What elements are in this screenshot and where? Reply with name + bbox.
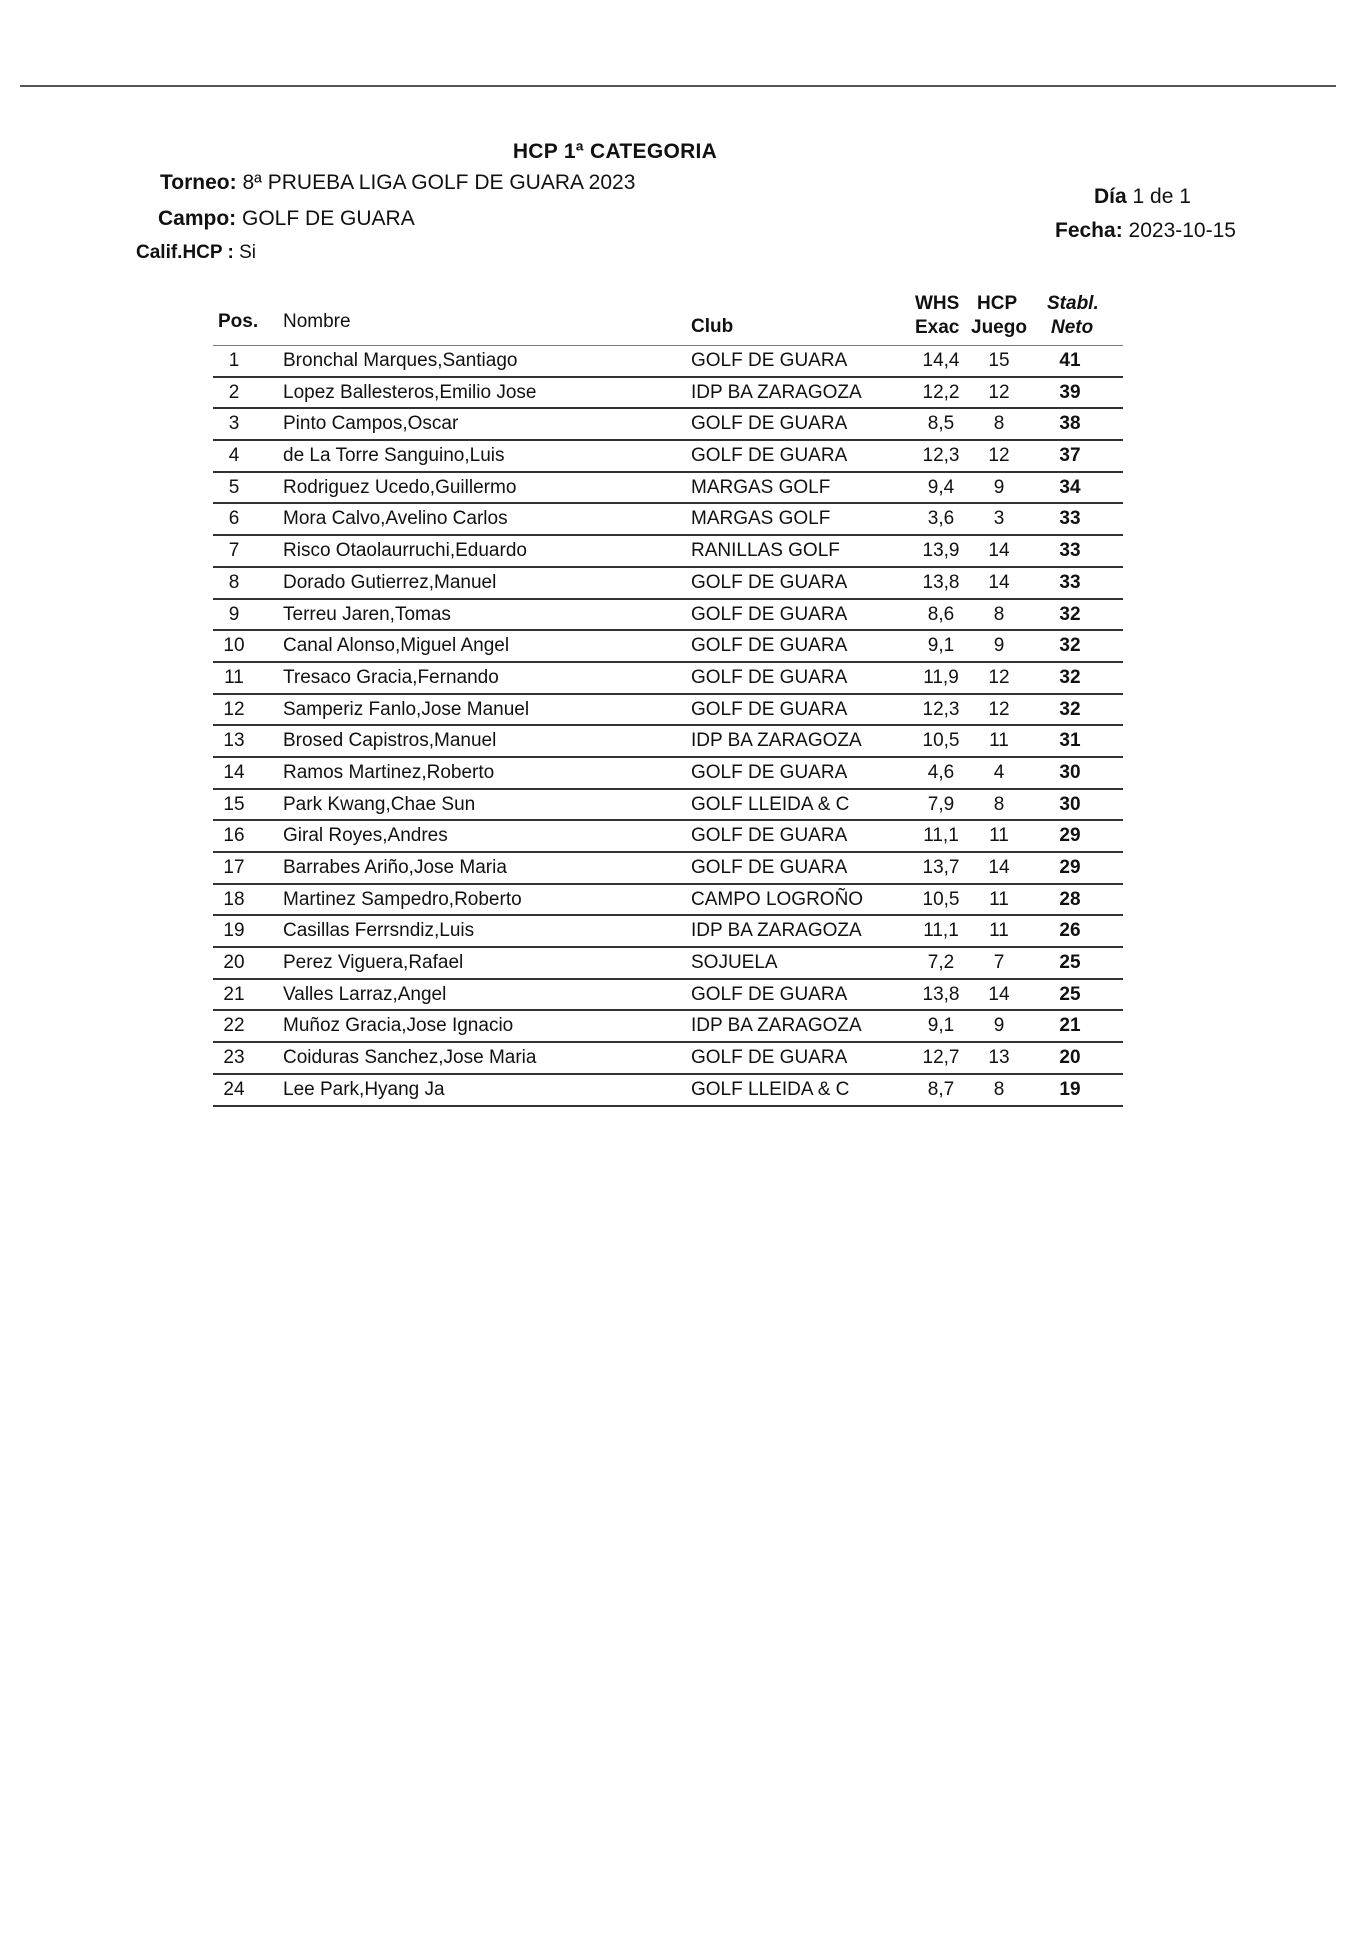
- table-row: [213, 441, 1123, 473]
- table-row: [213, 663, 1123, 695]
- stableford-neto-cell: 33: [1059, 540, 1081, 562]
- top-divider: [20, 85, 1336, 87]
- position-cell: 14: [223, 761, 245, 783]
- stableford-neto-cell: 30: [1059, 761, 1081, 783]
- whs-exac-cell: 8,5: [927, 413, 955, 435]
- stableford-neto-cell: 39: [1059, 381, 1081, 403]
- stableford-neto-cell: 34: [1059, 476, 1081, 498]
- hcp-juego-cell: 13: [988, 1047, 1010, 1069]
- club-cell: GOLF DE GUARA: [691, 983, 848, 1005]
- table-row: [213, 1011, 1123, 1043]
- player-name-cell: Mora Calvo,Avelino Carlos: [283, 508, 508, 530]
- player-name-cell: Samperiz Fanlo,Jose Manuel: [283, 698, 530, 720]
- stableford-neto-cell: 32: [1059, 603, 1081, 625]
- table-row: [213, 409, 1123, 441]
- whs-exac-cell: 7,2: [927, 952, 955, 974]
- position-cell: 20: [223, 952, 245, 974]
- player-name-cell: Muñoz Gracia,Jose Ignacio: [283, 1015, 514, 1037]
- hcp-juego-cell: 14: [988, 571, 1010, 593]
- stableford-neto-cell: 29: [1059, 825, 1081, 847]
- whs-exac-cell: 12,3: [922, 445, 960, 467]
- torneo-value: 8ª PRUEBA LIGA GOLF DE GUARA 2023: [242, 171, 636, 194]
- player-name-cell: Barrabes Ariño,Jose Maria: [283, 857, 507, 878]
- hcp-juego-cell: 11: [989, 730, 1009, 752]
- stableford-neto-cell: 37: [1059, 445, 1081, 467]
- hcp-juego-cell: 9: [993, 476, 1005, 498]
- hcp-juego-cell: 12: [988, 666, 1010, 688]
- table-row: [213, 631, 1123, 663]
- stableford-neto-cell: 25: [1059, 952, 1081, 974]
- position-cell: 11: [224, 666, 244, 688]
- whs-exac-cell: 10,5: [922, 730, 960, 752]
- club-cell: RANILLAS GOLF: [691, 540, 840, 562]
- player-name-cell: Lee Park,Hyang Ja: [283, 1078, 445, 1100]
- stableford-neto-cell: 32: [1059, 635, 1081, 657]
- whs-exac-cell: 13,8: [922, 983, 960, 1005]
- whs-exac-cell: 13,9: [922, 540, 960, 562]
- hcp-juego-cell: 9: [993, 1015, 1005, 1037]
- player-name-cell: Valles Larraz,Angel: [283, 983, 447, 1005]
- hcp-juego-cell: 8: [993, 603, 1005, 625]
- whs-exac-cell: 14,4: [922, 350, 960, 371]
- table-row: [213, 346, 1123, 378]
- player-name-cell: Risco Otaolaurruchi,Eduardo: [283, 540, 527, 562]
- position-cell: 6: [228, 508, 240, 530]
- hcp-juego-cell: 11: [989, 888, 1009, 910]
- player-name-cell: Tresaco Gracia,Fernando: [283, 666, 499, 688]
- hcp-juego-cell: 15: [988, 350, 1010, 371]
- col-name-header: Nombre: [283, 311, 351, 332]
- player-name-cell: Terreu Jaren,Tomas: [283, 603, 451, 625]
- col-pos-header: Pos.: [218, 311, 259, 332]
- col-stabl-header-top: Stabl.: [1047, 293, 1099, 314]
- position-cell: 17: [223, 857, 245, 878]
- club-cell: GOLF DE GUARA: [691, 571, 848, 593]
- hcp-juego-cell: 11: [989, 920, 1009, 942]
- player-name-cell: Martinez Sampedro,Roberto: [283, 888, 522, 910]
- club-cell: GOLF LLEIDA & C: [691, 1078, 850, 1100]
- club-cell: GOLF DE GUARA: [691, 603, 848, 625]
- player-name-cell: Brosed Capistros,Manuel: [283, 730, 497, 752]
- stableford-neto-cell: 33: [1059, 571, 1081, 593]
- table-row: [213, 1043, 1123, 1075]
- table-row: [213, 1075, 1123, 1107]
- player-name-cell: Bronchal Marques,Santiago: [283, 350, 518, 371]
- table-row: [213, 473, 1123, 505]
- col-hcp-header-bottom: Juego: [971, 317, 1027, 338]
- club-cell: GOLF DE GUARA: [691, 857, 848, 878]
- position-cell: 10: [223, 635, 245, 657]
- player-name-cell: Rodriguez Ucedo,Guillermo: [283, 476, 517, 498]
- table-row: [213, 790, 1123, 822]
- table-row: [213, 916, 1123, 948]
- dia-line: [1094, 185, 1191, 209]
- calif-value: Si: [239, 242, 257, 263]
- table-row: [213, 758, 1123, 790]
- whs-exac-cell: 8,6: [927, 603, 955, 625]
- position-cell: 8: [228, 571, 240, 593]
- position-cell: 12: [223, 698, 245, 720]
- stableford-neto-cell: 29: [1059, 857, 1081, 878]
- hcp-juego-cell: 12: [988, 381, 1010, 403]
- position-cell: 7: [228, 540, 240, 562]
- table-row: [213, 695, 1123, 727]
- player-name-cell: Ramos Martinez,Roberto: [283, 761, 495, 783]
- player-name-cell: Casillas Ferrsndiz,Luis: [283, 920, 475, 942]
- table-row: [213, 568, 1123, 600]
- club-cell: GOLF DE GUARA: [691, 635, 848, 657]
- position-cell: 13: [223, 730, 245, 752]
- club-cell: GOLF DE GUARA: [691, 445, 848, 467]
- table-row: [213, 853, 1123, 885]
- col-whs-header-bottom: Exac: [915, 317, 960, 338]
- whs-exac-cell: 13,8: [922, 571, 960, 593]
- hcp-juego-cell: 9: [993, 635, 1005, 657]
- stableford-neto-cell: 38: [1059, 413, 1081, 435]
- club-cell: GOLF DE GUARA: [691, 1047, 848, 1069]
- table-row: [213, 726, 1123, 758]
- player-name-cell: Lopez Ballesteros,Emilio Jose: [283, 381, 537, 403]
- table-row: [213, 948, 1123, 980]
- table-header: [213, 289, 1123, 346]
- position-cell: 24: [223, 1078, 245, 1100]
- position-cell: 22: [223, 1015, 245, 1037]
- club-cell: GOLF DE GUARA: [691, 761, 848, 783]
- fecha-line: [1055, 219, 1236, 243]
- whs-exac-cell: 10,5: [922, 888, 960, 910]
- whs-exac-cell: 11,9: [923, 666, 959, 688]
- player-name-cell: Perez Viguera,Rafael: [283, 952, 464, 974]
- whs-exac-cell: 12,3: [922, 698, 960, 720]
- torneo-line: [160, 171, 635, 195]
- table-row: [213, 378, 1123, 410]
- stableford-neto-cell: 28: [1059, 888, 1081, 910]
- whs-exac-cell: 3,6: [927, 508, 955, 530]
- col-hcp-header-top: HCP: [977, 293, 1018, 314]
- whs-exac-cell: 4,6: [927, 761, 955, 783]
- campo-value: GOLF DE GUARA: [242, 207, 415, 230]
- club-cell: MARGAS GOLF: [691, 508, 831, 530]
- whs-exac-cell: 7,9: [927, 793, 955, 815]
- club-cell: MARGAS GOLF: [691, 476, 831, 498]
- stableford-neto-cell: 31: [1059, 730, 1081, 752]
- club-cell: IDP BA ZARAGOZA: [691, 381, 862, 403]
- whs-exac-cell: 13,7: [922, 857, 960, 878]
- col-stabl-header-bottom: Neto: [1051, 317, 1094, 338]
- whs-exac-cell: 9,4: [927, 476, 955, 498]
- campo-label: Campo:: [158, 207, 237, 230]
- player-name-cell: Coiduras Sanchez,Jose Maria: [283, 1047, 537, 1069]
- stableford-neto-cell: 32: [1059, 698, 1081, 720]
- stableford-neto-cell: 30: [1059, 793, 1081, 815]
- dia-value: 1 de 1: [1132, 185, 1191, 208]
- club-cell: GOLF DE GUARA: [691, 825, 848, 847]
- whs-exac-cell: 11,1: [923, 825, 959, 847]
- player-name-cell: Dorado Gutierrez,Manuel: [283, 571, 497, 593]
- stableford-neto-cell: 25: [1059, 983, 1081, 1005]
- club-cell: GOLF DE GUARA: [691, 350, 848, 371]
- table-row: [213, 600, 1123, 632]
- club-cell: GOLF DE GUARA: [691, 413, 848, 435]
- results-table: [213, 289, 1123, 1107]
- hcp-juego-cell: 3: [993, 508, 1005, 530]
- table-row: [213, 980, 1123, 1012]
- club-cell: IDP BA ZARAGOZA: [691, 1015, 862, 1037]
- whs-exac-cell: 12,7: [922, 1047, 960, 1069]
- whs-exac-cell: 11,1: [923, 920, 959, 942]
- table-row: [213, 536, 1123, 568]
- player-name-cell: Canal Alonso,Miguel Angel: [283, 635, 510, 657]
- whs-exac-cell: 12,2: [922, 381, 960, 403]
- col-club-header: Club: [691, 316, 734, 337]
- stableford-neto-cell: 19: [1059, 1078, 1081, 1100]
- hcp-juego-cell: 12: [988, 698, 1010, 720]
- fecha-label: Fecha:: [1055, 219, 1123, 242]
- club-cell: SOJUELA: [691, 952, 778, 974]
- stableford-neto-cell: 20: [1059, 1047, 1081, 1069]
- player-name-cell: Park Kwang,Chae Sun: [283, 793, 476, 815]
- position-cell: 23: [223, 1047, 245, 1069]
- position-cell: 2: [228, 381, 240, 403]
- club-cell: CAMPO LOGROÑO: [691, 888, 864, 910]
- table-row: [213, 885, 1123, 917]
- hcp-juego-cell: 4: [993, 761, 1005, 783]
- club-cell: GOLF LLEIDA & C: [691, 793, 850, 815]
- hcp-juego-cell: 11: [989, 825, 1009, 847]
- stableford-neto-cell: 32: [1059, 666, 1081, 688]
- player-name-cell: de La Torre Sanguino,Luis: [283, 445, 505, 467]
- position-cell: 5: [228, 476, 240, 498]
- position-cell: 21: [223, 983, 245, 1005]
- club-cell: GOLF DE GUARA: [691, 698, 848, 720]
- hcp-juego-cell: 8: [993, 793, 1005, 815]
- calif-line: [136, 242, 256, 264]
- col-whs-header-top: WHS: [915, 293, 960, 314]
- stableford-neto-cell: 26: [1059, 920, 1081, 942]
- position-cell: 9: [228, 603, 240, 625]
- torneo-label: Torneo:: [160, 171, 237, 194]
- position-cell: 19: [223, 920, 245, 942]
- hcp-juego-cell: 12: [988, 445, 1010, 467]
- hcp-juego-cell: 14: [988, 540, 1010, 562]
- whs-exac-cell: 8,7: [927, 1078, 955, 1100]
- position-cell: 15: [223, 793, 245, 815]
- page-title: HCP 1ª CATEGORIA: [512, 140, 718, 163]
- player-name-cell: Pinto Campos,Oscar: [283, 413, 459, 435]
- whs-exac-cell: 9,1: [927, 1015, 955, 1037]
- calif-label: Calif.HCP :: [136, 242, 234, 263]
- table-row: [213, 504, 1123, 536]
- club-cell: GOLF DE GUARA: [691, 666, 848, 688]
- hcp-juego-cell: 8: [993, 413, 1005, 435]
- table-row: [213, 821, 1123, 853]
- campo-line: [158, 207, 415, 231]
- club-cell: IDP BA ZARAGOZA: [691, 730, 862, 752]
- stableford-neto-cell: 21: [1059, 1015, 1081, 1037]
- position-cell: 1: [228, 350, 240, 371]
- dia-label: Día: [1094, 185, 1127, 208]
- player-name-cell: Giral Royes,Andres: [283, 825, 448, 847]
- whs-exac-cell: 9,1: [927, 635, 955, 657]
- stableford-neto-cell: 33: [1059, 508, 1081, 530]
- hcp-juego-cell: 7: [993, 952, 1005, 974]
- position-cell: 4: [228, 445, 240, 467]
- hcp-juego-cell: 8: [993, 1078, 1005, 1100]
- table-body: [213, 346, 1123, 1107]
- stableford-neto-cell: 41: [1059, 350, 1081, 371]
- position-cell: 16: [223, 825, 245, 847]
- hcp-juego-cell: 14: [988, 857, 1010, 878]
- position-cell: 18: [223, 888, 245, 910]
- hcp-juego-cell: 14: [988, 983, 1010, 1005]
- club-cell: IDP BA ZARAGOZA: [691, 920, 862, 942]
- position-cell: 3: [228, 413, 240, 435]
- fecha-value: 2023-10-15: [1128, 219, 1236, 242]
